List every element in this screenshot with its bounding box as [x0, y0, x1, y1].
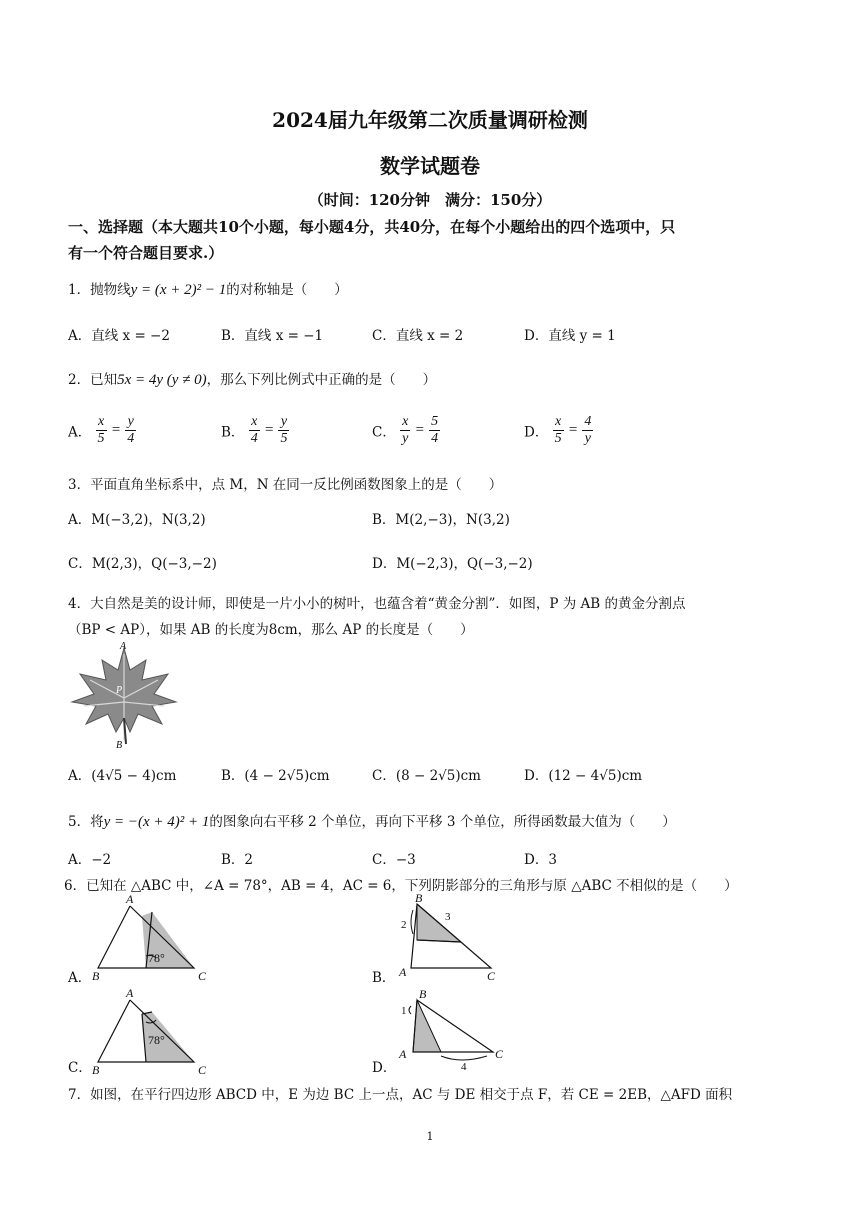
q1-option-d: D．直线 y = 1 — [524, 328, 616, 344]
q2-b-right-fraction — [278, 414, 289, 447]
q1-stem — [68, 278, 348, 299]
q2-d-right-fraction — [582, 414, 593, 447]
q6-option-a-label: A． — [68, 970, 92, 986]
q2-option-a — [68, 414, 136, 447]
q4-option-d: D．(12 − 4√5)cm — [524, 768, 643, 784]
denominator: 4 — [127, 431, 135, 446]
vertex-a: A — [126, 986, 134, 1000]
q5-stem-a: 5．将 — [68, 814, 104, 830]
denominator: y — [402, 431, 409, 446]
time-info: （时间：120分钟 满分：150分） — [308, 191, 552, 209]
side-length-1: 1 — [401, 1005, 407, 1017]
equals-sign: = — [110, 422, 121, 438]
vertex-a: A — [399, 1047, 407, 1061]
q2-c-right-fraction — [429, 414, 440, 447]
vertex-c: C — [198, 1063, 207, 1076]
q2-option-a-label: A． — [68, 424, 92, 441]
q2-a-right-fraction — [125, 414, 136, 447]
q2-c-left-fraction — [400, 414, 410, 447]
q1-option-b: B．直线 x = −1 — [221, 328, 324, 344]
denominator: y — [584, 431, 591, 446]
q3-option-d: D．M(−2,3)，Q(−3,−2) — [372, 556, 533, 572]
q5-stem-b: 的图象向右平移 2 个单位，再向下平移 3 个单位，所得函数最大值为（ ） — [209, 814, 676, 830]
q2-option-b-label: B． — [221, 424, 245, 441]
q1-stem-a: 1．抛物线 — [68, 282, 131, 298]
angle-label: 78° — [148, 951, 165, 965]
q2-a-left-fraction — [96, 414, 107, 447]
q4-option-a: A．(4√5 − 4)cm — [68, 768, 177, 784]
numerator: x — [553, 414, 564, 431]
vertex-a: A — [126, 892, 134, 906]
q4-line1: 4．大自然是美的设计师，即使是一片小小的树叶，也蕴含着“黄金分割”．如图，P 为 AB 的黄金分割点 — [68, 596, 686, 612]
q1-formula: y = (x + 2)² − 1 — [130, 282, 227, 298]
q5-option-c: C．−3 — [372, 852, 416, 868]
q6-figure-c — [90, 986, 220, 1076]
equals-sign: = — [567, 422, 579, 438]
side-length-3: 3 — [445, 911, 451, 923]
q6-stem: 6．已知在 △ABC 中，∠A = 78°，AB = 4，AC = 6，下列阴影部分的三角形与原 △ABC 不相似的是（ ） — [64, 878, 738, 894]
q4-option-c: C．(8 − 2√5)cm — [372, 768, 481, 784]
numerator: y — [278, 414, 289, 431]
vertex-b: B — [92, 1063, 100, 1076]
q3-option-b: B．M(2,−3)，N(3,2) — [372, 512, 510, 528]
q6-option-b-label: B． — [372, 970, 396, 986]
q1-option-c: C．直线 x = 2 — [372, 328, 464, 344]
vertex-b: B — [415, 892, 423, 905]
q5-option-d: D．3 — [524, 852, 557, 868]
denominator: 5 — [97, 431, 105, 446]
vertex-b: B — [92, 969, 100, 982]
numerator: x — [402, 414, 409, 429]
numerator: 4 — [584, 414, 592, 429]
numerator: x — [249, 414, 260, 431]
denominator: 4 — [250, 431, 258, 446]
q2-option-c-label: C． — [372, 424, 396, 441]
side-length-4: 4 — [461, 1061, 467, 1073]
numerator: 5 — [431, 414, 439, 429]
vertex-a: A — [399, 965, 407, 979]
equals-sign: = — [264, 422, 275, 438]
q6-option-c-label: C． — [68, 1060, 92, 1076]
q5-formula: y = −(x + 4)² + 1 — [103, 814, 210, 830]
q6-option-d-label: D． — [372, 1060, 397, 1076]
denominator: 5 — [280, 431, 288, 446]
q2-option-d-label: D． — [524, 424, 549, 441]
q2-d-left-fraction — [553, 414, 564, 447]
q6-figure-a — [90, 892, 220, 982]
q3-option-c: C．M(2,3)，Q(−3,−2) — [68, 556, 217, 572]
leaf-label-p: P — [116, 685, 123, 696]
denominator: 5 — [554, 431, 562, 446]
leaf-figure — [68, 640, 180, 752]
equals-sign: = — [414, 422, 425, 438]
vertex-c: C — [487, 969, 496, 982]
q5-stem — [68, 810, 676, 831]
q1-option-a: A．直线 x = −2 — [68, 328, 170, 344]
q1-stem-b: 的对称轴是（ ） — [226, 282, 348, 298]
leaf-label-b: B — [116, 740, 123, 751]
q2-option-c — [372, 414, 440, 447]
q6-figure-b — [395, 892, 515, 982]
q5-option-a: A．−2 — [68, 852, 112, 868]
q2-stem-a: 2．已知 — [68, 372, 118, 388]
angle-label: 78° — [148, 1033, 165, 1047]
vertex-c: C — [495, 1047, 504, 1061]
vertex-b: B — [419, 987, 427, 1001]
exam-title: 2024届九年级第二次质量调研检测 — [272, 108, 588, 132]
section-heading: 一、选择题（本大题共10个小题，每小题4分，共40分，在每个小题给出的四个选项中，只 — [68, 218, 676, 236]
q2-formula: 5x = 4y (y ≠ 0) — [117, 372, 207, 388]
q2-stem-b: ，那么下列比例式中正确的是（ ） — [206, 372, 437, 388]
q4-line2: （BP < AP），如果 AB 的长度为8cm，那么 AP 的长度是（ ） — [68, 622, 474, 638]
q2-option-b — [221, 414, 289, 447]
q7-stem: 7．如图，在平行四边形 ABCD 中，E 为边 BC 上一点，AC 与 DE 相交于点 F，若 CE = 2EB，△AFD 面积 — [68, 1087, 733, 1103]
subject-title: 数学试题卷 — [380, 154, 480, 178]
vertex-c: C — [198, 969, 207, 982]
side-length-2: 2 — [401, 919, 407, 931]
page-number: 1 — [426, 1130, 434, 1143]
section-heading-cont: 有一个符合题目要求.） — [68, 244, 224, 262]
numerator: x — [96, 414, 107, 431]
leaf-label-a: A — [120, 641, 127, 652]
q2-b-left-fraction — [249, 414, 260, 447]
q6-figure-d — [395, 986, 515, 1076]
q2-stem — [68, 368, 436, 389]
q3-stem: 3．平面直角坐标系中，点 M，N 在同一反比例函数图象上的是（ ） — [68, 477, 503, 493]
q2-option-d — [524, 414, 593, 447]
denominator: 4 — [431, 431, 439, 446]
q4-option-b: B．(4 − 2√5)cm — [221, 768, 330, 784]
q5-option-b: B．2 — [221, 852, 254, 868]
numerator: y — [125, 414, 136, 431]
q3-option-a: A．M(−3,2)，N(3,2) — [68, 512, 206, 528]
